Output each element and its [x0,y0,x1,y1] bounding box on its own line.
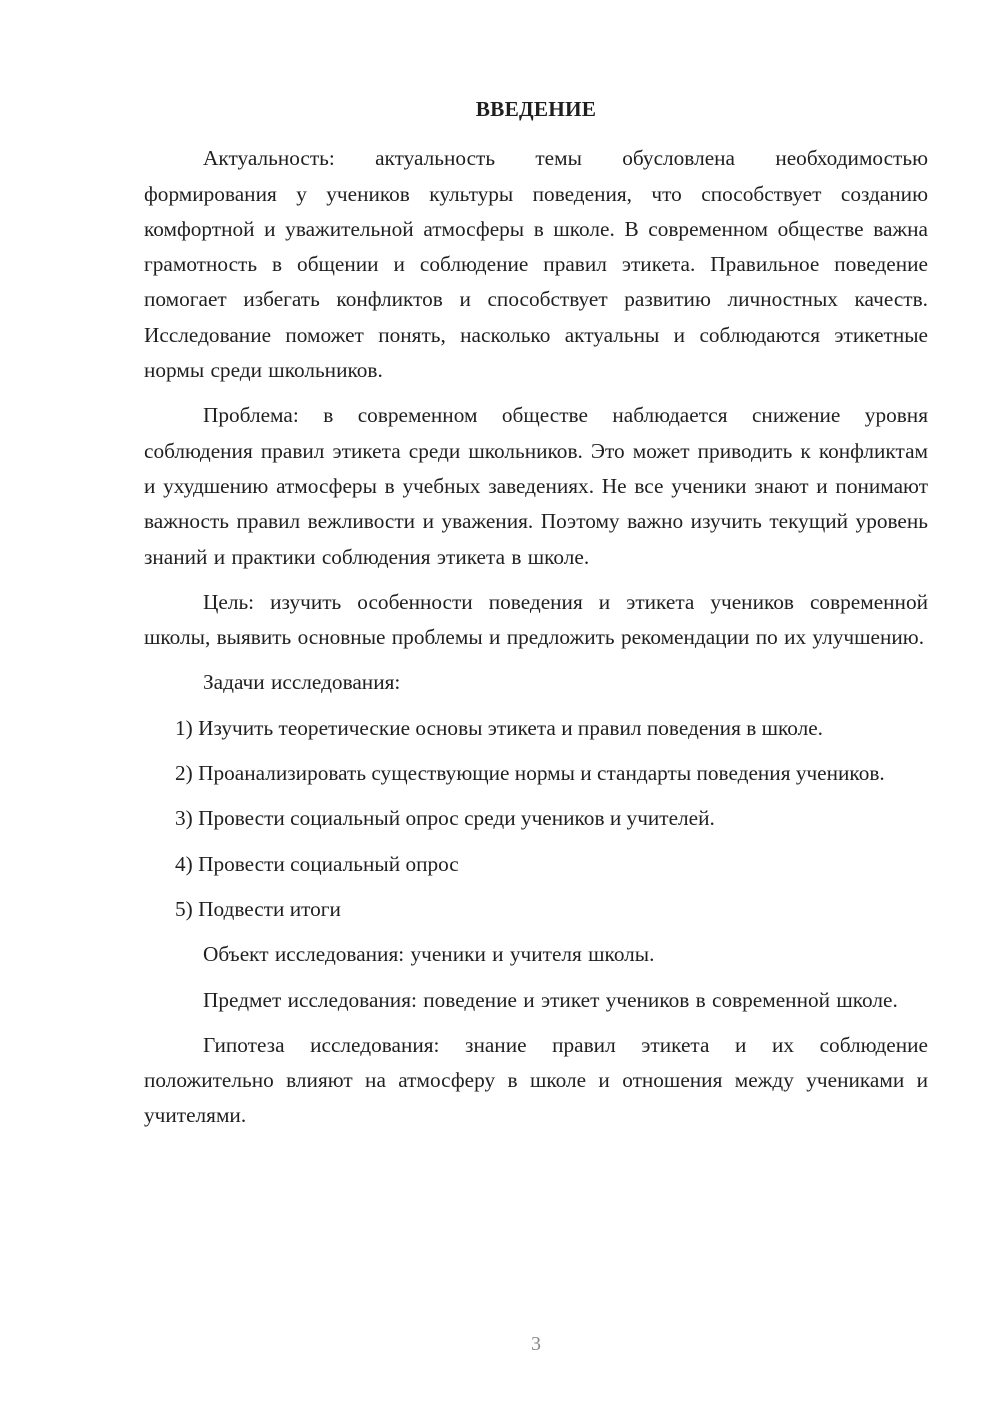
section-title: ВВЕДЕНИЕ [475,97,597,121]
tasks-heading: Задачи исследования: [203,670,401,695]
task-item: 5) Подвести итоги [175,896,341,921]
research-object: Объект исследования: ученики и учителя школы. [203,942,655,967]
task-item: 2) Проанализировать существующие нормы и стандарты поведения учеников. [175,761,885,786]
page-number: 3 [531,1333,541,1355]
research-hypothesis: Гипотеза исследования: знание правил этикета и их соблюдение положительно влияют на атмосферу в школе и отношения между учениками и учителями. [144,1032,928,1128]
task-item: 4) Провести социальный опрос [175,851,459,876]
task-item: 3) Провести социальный опрос среди учеников и учителей. [175,806,715,831]
task-item: 1) Изучить теоретические основы этикета и правил поведения в школе. [175,715,824,740]
research-subject: Предмет исследования: поведение и этикет учеников в современной школе. [203,987,898,1012]
document-page [144,92,928,1144]
relevance-paragraph: Актуальность: актуальность темы обусловлена необходимостью формирования у учеников культуры поведения, что способствует созданию комфортной и уважительной атмосферы в школе. В современном обществе важна грамотность в общении и соблюдение правил этикета. Правильное поведение помогает избегать конфликтов и способствует развитию личностных качеств. Исследование поможет понять, насколько актуальны и соблюдаются этикетные нормы среди школьников. [144,146,928,383]
goal-paragraph: Цель: изучить особенности поведения и этикета учеников современной школы, выявить основные проблемы и предложить рекомендации по их улучшению. [144,589,928,650]
problem-paragraph: Проблема: в современном обществе наблюдается снижение уровня соблюдения правил этикета среди школьников. Это может приводить к конфликтам и ухудшению атмосферы в учебных заведениях. Не все ученики знают и понимают важность правил вежливости и уважения. Поэтому важно изучить текущий уровень знаний и практики соблюдения этикета в школе. [144,403,928,569]
